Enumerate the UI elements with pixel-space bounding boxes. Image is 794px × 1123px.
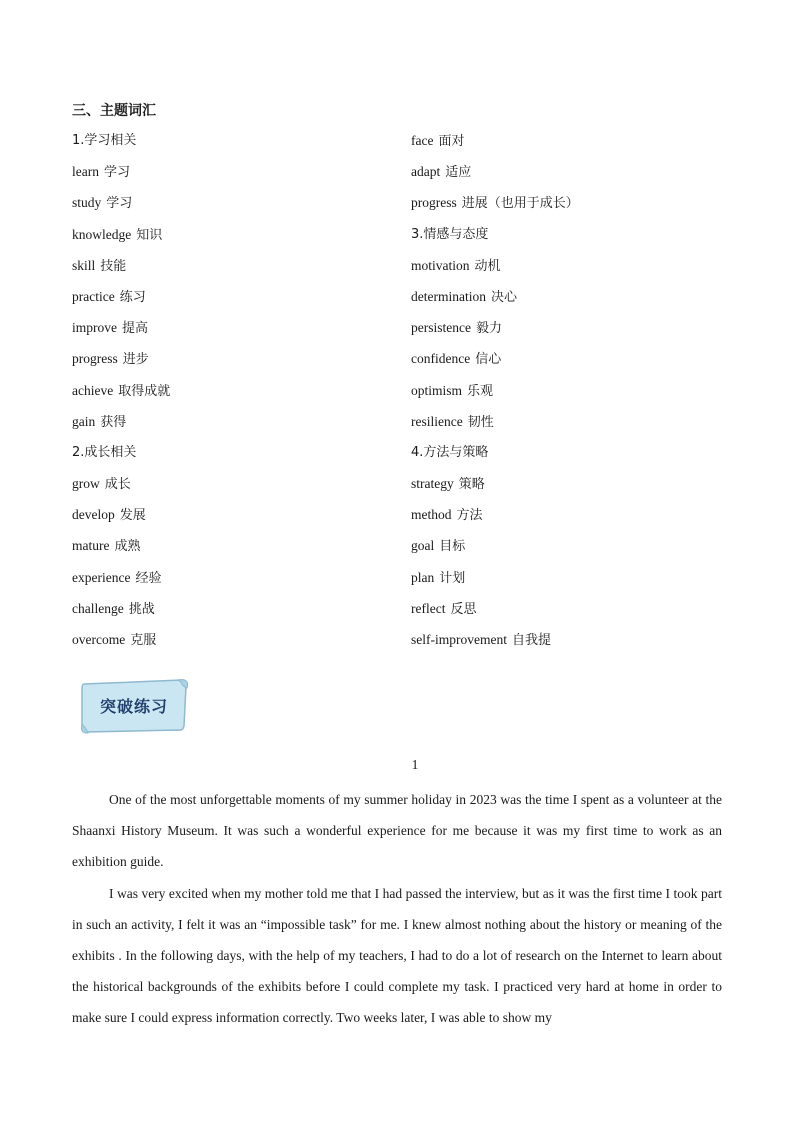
- vocab-entry: [411, 193, 731, 224]
- vocab-chinese: 反思: [450, 601, 477, 617]
- vocab-entry: [72, 287, 392, 318]
- vocab-entry: [72, 474, 392, 505]
- vocab-english: confidence: [411, 351, 471, 367]
- vocab-english: develop: [72, 507, 115, 523]
- vocab-entry: [72, 193, 392, 224]
- vocab-entry: [411, 381, 731, 412]
- vocab-entry: [72, 318, 392, 349]
- passage-paragraph: One of the most unforgettable moments of my summer holiday in 2023 was the time I spent as a volunteer at the Shaanxi History Museum. It was such a wonderful experience for me because it was my first time to work as an exhibition guide.: [72, 792, 722, 870]
- vocab-chinese: 挑战: [128, 601, 155, 617]
- vocab-category-heading: 3.情感与态度: [411, 226, 489, 242]
- vocab-chinese: 自我提: [511, 633, 551, 648]
- vocab-chinese: 克服: [130, 633, 157, 648]
- vocab-chinese: 信心: [475, 352, 502, 368]
- vocab-english: goal: [411, 538, 435, 554]
- vocab-category-heading: 4.方法与策略: [411, 444, 489, 460]
- vocab-chinese: 动机: [474, 258, 501, 274]
- vocab-english: motivation: [411, 257, 470, 273]
- vocab-english: skill: [72, 257, 96, 273]
- vocab-english: mature: [72, 538, 110, 554]
- section-title: 三、主题词汇: [72, 104, 156, 119]
- vocab-entry: [72, 536, 392, 567]
- badge-label: 突破练习: [99, 697, 168, 716]
- vocab-entry: [411, 256, 731, 287]
- vocab-english: progress: [411, 195, 457, 211]
- vocab-english: overcome: [72, 632, 126, 647]
- vocab-chinese: 知识: [136, 227, 163, 243]
- passage-number: 1: [411, 757, 419, 772]
- vocab-entry: [72, 412, 392, 443]
- vocab-chinese: 提高: [122, 321, 149, 337]
- vocab-english: achieve: [72, 382, 114, 398]
- vocab-chinese: 技能: [100, 258, 127, 274]
- vocab-chinese: 毅力: [475, 321, 502, 337]
- vocab-english: knowledge: [72, 226, 132, 242]
- vocab-entry: [72, 225, 392, 256]
- vocab-chinese: 获得: [100, 414, 127, 430]
- vocab-english: persistence: [411, 320, 471, 336]
- vocab-entry: [72, 381, 392, 412]
- vocab-entry: [411, 599, 731, 630]
- vocab-chinese: 学习: [103, 165, 130, 181]
- vocab-english: learn: [72, 164, 99, 180]
- vocab-chinese: 计划: [439, 570, 466, 586]
- vocab-category-heading: 2.成长相关: [72, 444, 137, 460]
- vocab-chinese: 经验: [135, 570, 162, 586]
- vocab-entry: [411, 131, 731, 162]
- vocab-column-right: [411, 131, 731, 661]
- vocab-entry: [72, 630, 392, 661]
- vocab-chinese: 发展: [119, 508, 146, 524]
- vocab-entry: [72, 599, 392, 630]
- vocab-chinese: 适应: [445, 165, 472, 181]
- vocab-english: resilience: [411, 413, 463, 429]
- vocab-entry: [72, 349, 392, 380]
- vocab-english: plan: [411, 569, 435, 585]
- vocab-chinese: 进步: [122, 352, 149, 368]
- vocab-english: study: [72, 195, 102, 211]
- vocab-entry: [411, 474, 731, 505]
- vocab-english: face: [411, 133, 434, 148]
- vocab-entry: [411, 162, 731, 193]
- vocab-chinese: 乐观: [467, 383, 494, 399]
- vocab-chinese: 学习: [106, 196, 133, 212]
- vocab-chinese: 成熟: [114, 539, 141, 555]
- vocab-chinese: 目标: [439, 539, 466, 555]
- vocab-english: practice: [72, 288, 115, 304]
- vocab-english: grow: [72, 476, 100, 492]
- vocab-chinese: 进展（也用于成长）: [461, 196, 579, 212]
- vocab-entry: [411, 630, 731, 661]
- reading-passage: [72, 784, 722, 1034]
- vocab-chinese: 取得成就: [118, 383, 171, 399]
- vocab-entry: [411, 536, 731, 567]
- vocab-entry: [72, 162, 392, 193]
- vocab-english: challenge: [72, 600, 124, 616]
- vocab-category-heading: 1.学习相关: [72, 133, 137, 148]
- vocab-entry: [411, 568, 731, 599]
- vocab-chinese: 决心: [490, 289, 517, 305]
- vocab-column-left: [72, 131, 392, 661]
- vocab-english: optimism: [411, 382, 463, 398]
- vocab-english: experience: [72, 569, 131, 585]
- vocab-english: strategy: [411, 476, 454, 492]
- vocab-chinese: 策略: [458, 477, 485, 493]
- passage-paragraph: I was very excited when my mother told me that I had passed the interview, but as it was the first time I took part in such an activity, I felt it was an “impossible task” for me. I knew almost nothing about the history or meaning of the exhibits . In the following days, with the help of my teachers, I had to do a lot of research on the Internet to learn about the historical backgrounds of the exhibits before I could complete my task. I practiced very hard at home in order to make sure I could express information correctly. Two weeks later, I was able to show my: [72, 885, 722, 1026]
- vocab-entry: [72, 256, 392, 287]
- vocab-entry: [411, 287, 731, 318]
- vocab-entry: [411, 318, 731, 349]
- vocab-entry: [411, 505, 731, 536]
- vocab-english: adapt: [411, 164, 441, 180]
- vocab-entry: [72, 505, 392, 536]
- vocab-entry: [411, 412, 731, 443]
- vocab-chinese: 韧性: [467, 414, 494, 430]
- vocab-chinese: 方法: [456, 508, 483, 524]
- vocab-chinese: 练习: [119, 289, 146, 305]
- vocab-entry: [72, 568, 392, 599]
- vocab-entry: [411, 349, 731, 380]
- practice-badge: [78, 676, 188, 732]
- vocab-english: determination: [411, 288, 486, 304]
- vocab-english: progress: [72, 351, 118, 367]
- vocab-english: reflect: [411, 600, 446, 616]
- vocab-english: self-improvement: [411, 632, 507, 647]
- vocab-english: improve: [72, 320, 117, 336]
- vocab-english: gain: [72, 413, 96, 429]
- vocab-english: method: [411, 507, 452, 523]
- vocab-chinese: 成长: [104, 477, 131, 493]
- vocab-chinese: 面对: [438, 134, 465, 149]
